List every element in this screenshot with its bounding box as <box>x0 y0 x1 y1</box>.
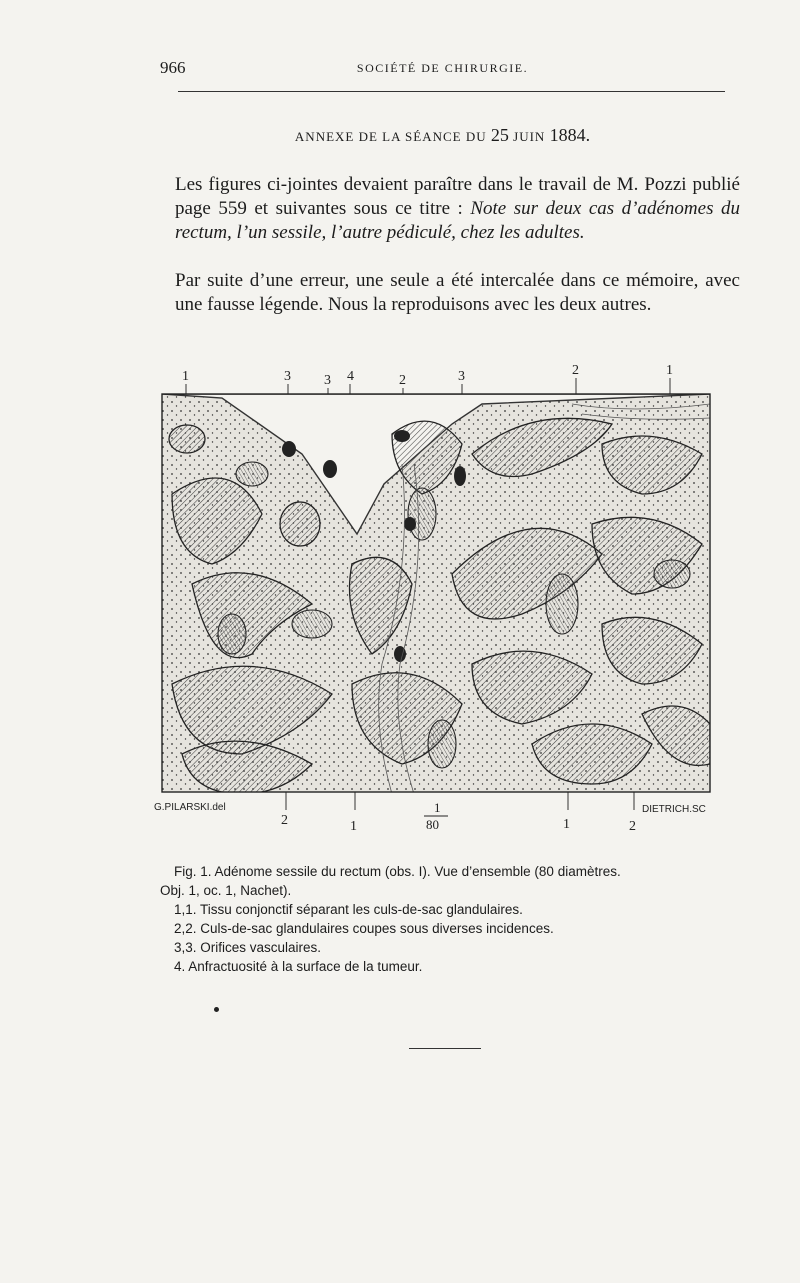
header-rule <box>160 91 725 92</box>
fig-label-top-7: 2 <box>572 364 579 378</box>
legend-item-1: 1,1. Tissu conjonctif séparant les culs-de-sac glandulaires. <box>174 902 523 917</box>
scale-denominator: 80 <box>426 817 439 832</box>
fig-label-bottom-4: 2 <box>629 819 636 834</box>
paragraph-1-title: Note sur deux cas d’adénomes du rectum, l’un sessile, l’autre pédiculé, chez les adultes. <box>175 198 740 243</box>
paragraph-2: Par suite d’une erreur, une seule a été intercalée dans ce mémoire, avec une fausse légende. Nous la reproduisons avec les deux autres. <box>175 270 740 315</box>
figure-caption <box>160 862 725 976</box>
figure-scale <box>424 800 448 832</box>
page-header <box>160 58 725 78</box>
annex-prefix: ANNEXE DE LA SÉANCE DU <box>294 129 491 144</box>
fig-label-top-3: 3 <box>324 373 331 388</box>
fig-label-top-6: 3 <box>458 369 465 384</box>
caption-line-2: Obj. 1, oc. 1, Nachet). <box>160 883 292 898</box>
legend-item-2: 2,2. Culs-de-sac glandulaires coupes sous diverses incidences. <box>174 921 554 936</box>
histology-engraving <box>152 364 730 844</box>
scale-numerator: 1 <box>434 800 441 815</box>
legend-item-4: 4. Anfractuosité à la surface de la tumeur. <box>174 959 423 974</box>
figure-top-labels <box>182 364 673 388</box>
engraving-body <box>162 394 710 794</box>
annex-month: JUIN <box>508 129 550 144</box>
ink-dot <box>214 1007 219 1012</box>
fig-label-top-4: 4 <box>347 369 354 384</box>
figure-1 <box>152 364 730 844</box>
paragraph-1-text: Les figures ci-jointes devaient paraître dans le travail de M. Pozzi publié page 559 et suivantes sous ce titre : <box>175 174 740 219</box>
fig-label-top-5: 2 <box>399 373 406 388</box>
fig-label-bottom-3: 1 <box>563 817 570 832</box>
end-rule <box>409 1048 481 1049</box>
fig-label-bottom-1: 2 <box>281 813 288 828</box>
annex-year: 1884. <box>549 125 591 145</box>
paragraph-1 <box>160 173 740 245</box>
annex-heading <box>160 125 725 146</box>
legend-item-3: 3,3. Orifices vasculaires. <box>174 940 322 955</box>
fig-label-top-2: 3 <box>284 369 291 384</box>
fig-label-top-1: 1 <box>182 369 189 384</box>
fig-label-bottom-2: 1 <box>350 819 357 834</box>
annex-day: 25 <box>490 125 509 145</box>
running-title: SOCIÉTÉ DE CHIRURGIE. <box>356 61 529 75</box>
engraver-credit: DIETRICH.SC <box>642 804 706 815</box>
figure-bottom-labels <box>281 813 636 834</box>
fig-label-top-8: 1 <box>666 364 673 378</box>
artist-credit: G.PILARSKI.del <box>154 802 226 813</box>
caption-line-1: Fig. 1. Adénome sessile du rectum (obs. I). Vue d’ensemble (80 diamètres. <box>174 864 621 879</box>
page-number: 966 <box>160 58 186 77</box>
